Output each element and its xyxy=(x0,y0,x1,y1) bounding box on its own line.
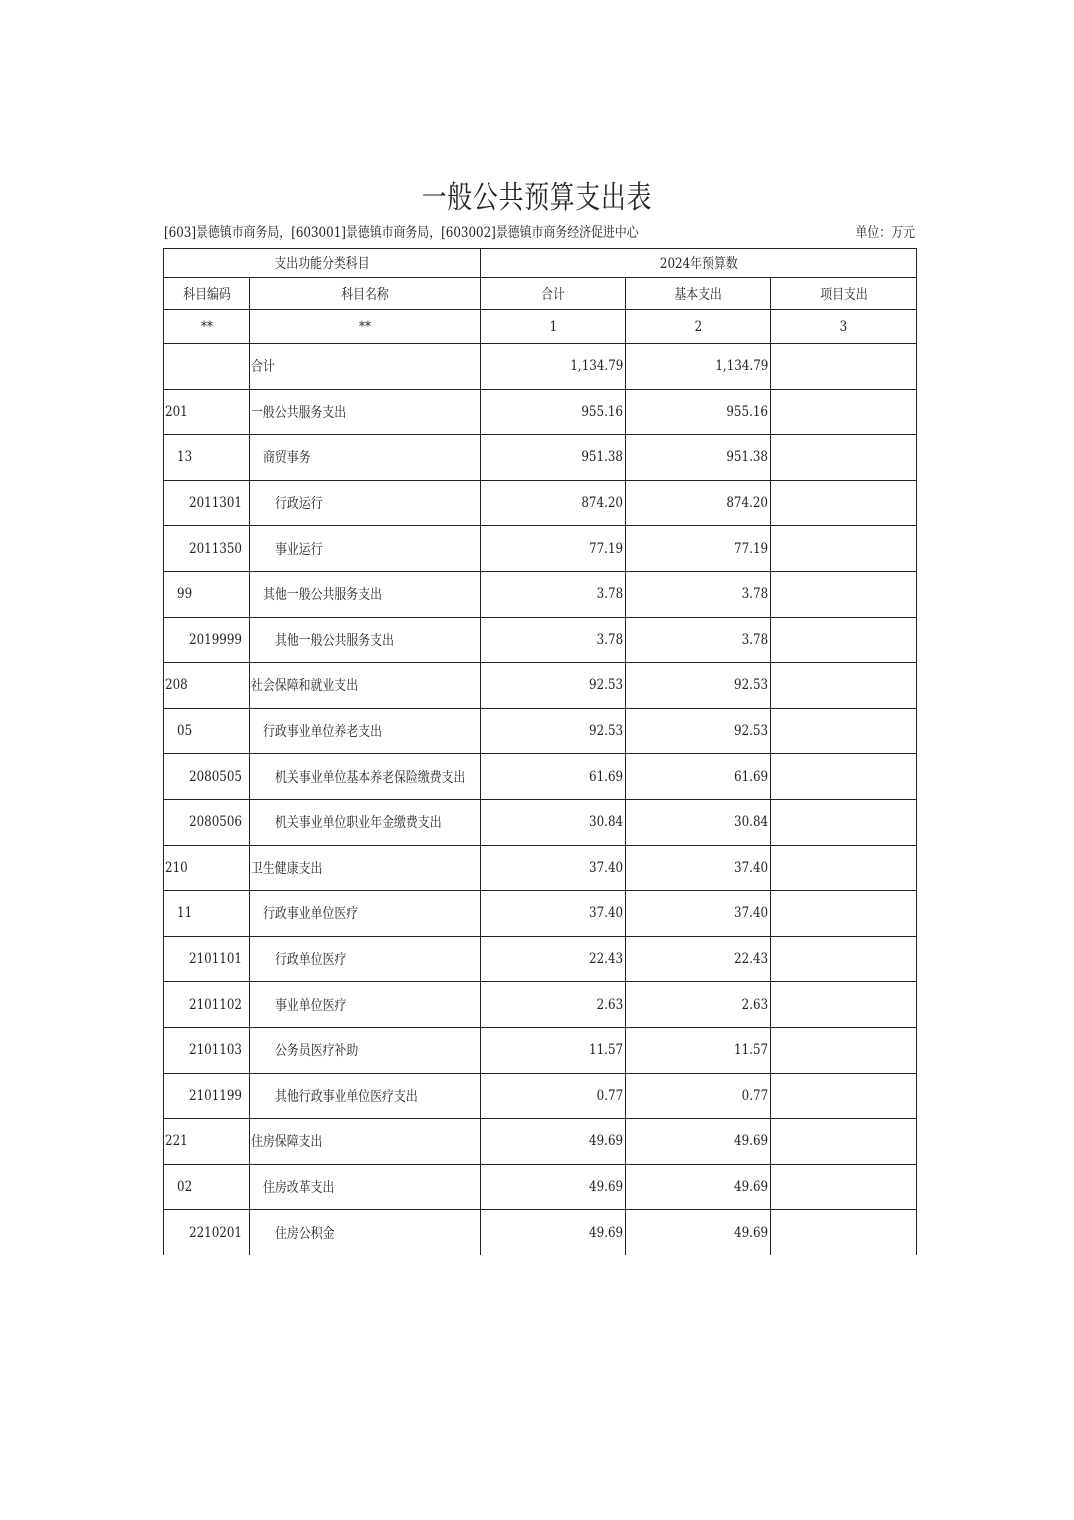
cell-basic: 1,134.79 xyxy=(626,344,771,390)
cell-total: 874.20 xyxy=(481,480,626,526)
cell-total: 37.40 xyxy=(481,891,626,937)
header-total: 合计 xyxy=(481,278,626,310)
table-row xyxy=(164,617,917,663)
table-row xyxy=(164,663,917,709)
cell-name: 行政单位医疗 xyxy=(250,936,481,982)
cell-name: 住房保障支出 xyxy=(250,1119,481,1165)
cell-total: 2.63 xyxy=(481,982,626,1028)
header-basic: 基本支出 xyxy=(626,278,771,310)
index-total: 1 xyxy=(481,310,626,344)
header-group-budget-2024: 2024年预算数 xyxy=(481,249,917,278)
cell-name: 一般公共服务支出 xyxy=(250,389,481,435)
cell-name: 住房公积金 xyxy=(250,1210,481,1255)
cell-project xyxy=(771,435,917,481)
unit-label: 单位：万元 xyxy=(855,225,915,241)
cell-code: 221 xyxy=(164,1119,250,1165)
cell-name: 事业运行 xyxy=(250,526,481,572)
cell-name: 住房改革支出 xyxy=(250,1164,481,1210)
cell-project xyxy=(771,708,917,754)
cell-project xyxy=(771,480,917,526)
cell-name: 机关事业单位职业年金缴费支出 xyxy=(250,799,481,845)
cell-code: 2019999 xyxy=(164,617,250,663)
cell-basic: 0.77 xyxy=(626,1073,771,1119)
cell-total: 37.40 xyxy=(481,845,626,891)
cell-basic: 3.78 xyxy=(626,571,771,617)
cell-project xyxy=(771,526,917,572)
cell-basic: 2.63 xyxy=(626,982,771,1028)
cell-name: 公务员医疗补助 xyxy=(250,1027,481,1073)
table-row xyxy=(164,891,917,937)
table-row xyxy=(164,982,917,1028)
cell-basic: 30.84 xyxy=(626,799,771,845)
cell-basic: 37.40 xyxy=(626,891,771,937)
table-row xyxy=(164,754,917,800)
cell-basic: 49.69 xyxy=(626,1164,771,1210)
cell-code: 11 xyxy=(164,891,250,937)
cell-code: 2080506 xyxy=(164,799,250,845)
cell-basic: 77.19 xyxy=(626,526,771,572)
table-row xyxy=(164,435,917,481)
cell-name: 商贸事务 xyxy=(250,435,481,481)
cell-basic: 49.69 xyxy=(626,1119,771,1165)
cell-basic: 11.57 xyxy=(626,1027,771,1073)
cell-name: 社会保障和就业支出 xyxy=(250,663,481,709)
cell-basic: 92.53 xyxy=(626,663,771,709)
cell-project xyxy=(771,344,917,390)
cell-project xyxy=(771,1210,917,1255)
cell-name: 其他一般公共服务支出 xyxy=(250,617,481,663)
cell-name: 机关事业单位基本养老保险缴费支出 xyxy=(250,754,481,800)
header-project: 项目支出 xyxy=(771,278,917,310)
cell-project xyxy=(771,891,917,937)
cell-total: 49.69 xyxy=(481,1210,626,1255)
cell-name: 行政运行 xyxy=(250,480,481,526)
budget-table xyxy=(163,248,917,1255)
cell-basic: 874.20 xyxy=(626,480,771,526)
cell-basic: 22.43 xyxy=(626,936,771,982)
cell-code: 2210201 xyxy=(164,1210,250,1255)
cell-basic: 955.16 xyxy=(626,389,771,435)
cell-code: 02 xyxy=(164,1164,250,1210)
index-basic: 2 xyxy=(626,310,771,344)
cell-project xyxy=(771,845,917,891)
cell-name: 合计 xyxy=(250,344,481,390)
header-code: 科目编码 xyxy=(164,278,250,310)
cell-basic: 49.69 xyxy=(626,1210,771,1255)
cell-name: 其他一般公共服务支出 xyxy=(250,571,481,617)
cell-total: 0.77 xyxy=(481,1073,626,1119)
table-row xyxy=(164,845,917,891)
cell-project xyxy=(771,936,917,982)
cell-project xyxy=(771,1164,917,1210)
cell-total: 49.69 xyxy=(481,1119,626,1165)
cell-total: 955.16 xyxy=(481,389,626,435)
cell-name: 行政事业单位养老支出 xyxy=(250,708,481,754)
cell-total: 61.69 xyxy=(481,754,626,800)
table-row xyxy=(164,571,917,617)
table-row xyxy=(164,1164,917,1210)
cell-project xyxy=(771,799,917,845)
table-row xyxy=(164,936,917,982)
cell-name: 行政事业单位医疗 xyxy=(250,891,481,937)
cell-total: 30.84 xyxy=(481,799,626,845)
cell-code: 2101101 xyxy=(164,936,250,982)
cell-code: 2101199 xyxy=(164,1073,250,1119)
table-row xyxy=(164,389,917,435)
cell-code: 05 xyxy=(164,708,250,754)
table-row xyxy=(164,1119,917,1165)
cell-total: 22.43 xyxy=(481,936,626,982)
cell-code: 2011301 xyxy=(164,480,250,526)
cell-project xyxy=(771,754,917,800)
cell-total: 3.78 xyxy=(481,617,626,663)
cell-code: 201 xyxy=(164,389,250,435)
table-body xyxy=(164,344,917,1255)
cell-project xyxy=(771,571,917,617)
cell-total: 49.69 xyxy=(481,1164,626,1210)
cell-name: 卫生健康支出 xyxy=(250,845,481,891)
table-row xyxy=(164,1027,917,1073)
table-row xyxy=(164,480,917,526)
cell-project xyxy=(771,663,917,709)
table-row xyxy=(164,799,917,845)
header-group-functional-class: 支出功能分类科目 xyxy=(164,249,481,278)
cell-code: 2101103 xyxy=(164,1027,250,1073)
cell-project xyxy=(771,1027,917,1073)
cell-code: 208 xyxy=(164,663,250,709)
cell-basic: 92.53 xyxy=(626,708,771,754)
table-row xyxy=(164,344,917,390)
cell-total: 3.78 xyxy=(481,571,626,617)
index-project: 3 xyxy=(771,310,917,344)
cell-code xyxy=(164,344,250,390)
cell-name: 事业单位医疗 xyxy=(250,982,481,1028)
cell-total: 951.38 xyxy=(481,435,626,481)
cell-project xyxy=(771,982,917,1028)
cell-code: 2011350 xyxy=(164,526,250,572)
cell-basic: 61.69 xyxy=(626,754,771,800)
cell-code: 99 xyxy=(164,571,250,617)
cell-name: 其他行政事业单位医疗支出 xyxy=(250,1073,481,1119)
index-code: ** xyxy=(164,310,250,344)
cell-total: 92.53 xyxy=(481,708,626,754)
cell-code: 13 xyxy=(164,435,250,481)
cell-code: 2080505 xyxy=(164,754,250,800)
cell-basic: 951.38 xyxy=(626,435,771,481)
table-row xyxy=(164,526,917,572)
index-name: ** xyxy=(250,310,481,344)
header-name: 科目名称 xyxy=(250,278,481,310)
cell-project xyxy=(771,617,917,663)
unit-list: [603]景德镇市商务局，[603001]景德镇市商务局，[603002]景德镇市商务经济促进中心 xyxy=(164,225,639,241)
table-row xyxy=(164,1210,917,1255)
page-title: 一般公共预算支出表 xyxy=(421,180,653,216)
cell-total: 92.53 xyxy=(481,663,626,709)
cell-basic: 3.78 xyxy=(626,617,771,663)
cell-basic: 37.40 xyxy=(626,845,771,891)
cell-project xyxy=(771,1119,917,1165)
table-row xyxy=(164,1073,917,1119)
cell-code: 2101102 xyxy=(164,982,250,1028)
cell-project xyxy=(771,389,917,435)
cell-total: 77.19 xyxy=(481,526,626,572)
cell-total: 1,134.79 xyxy=(481,344,626,390)
cell-project xyxy=(771,1073,917,1119)
table-row xyxy=(164,708,917,754)
cell-code: 210 xyxy=(164,845,250,891)
cell-total: 11.57 xyxy=(481,1027,626,1073)
